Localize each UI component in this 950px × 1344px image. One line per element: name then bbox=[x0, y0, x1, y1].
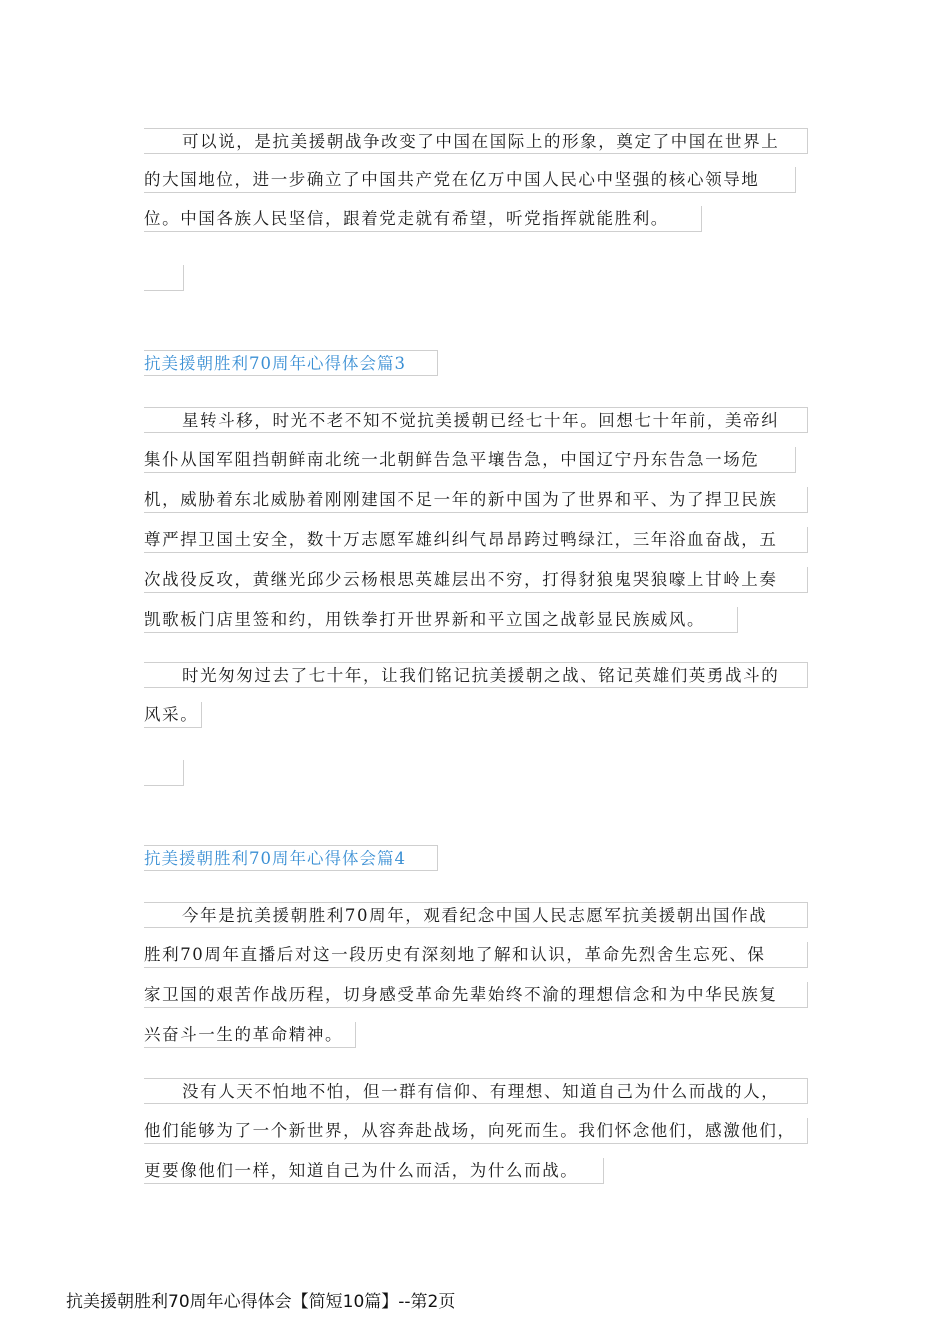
paragraph-line: 家卫国的艰苦作战历程，切身感受革命先辈始终不渝的理想信念和为中华民族复 bbox=[144, 982, 808, 1008]
paragraph-line: 星转斗移，时光不老不知不觉抗美援朝已经七十年。回想七十年前，美帝纠 bbox=[144, 407, 808, 433]
paragraph-line: 集仆从国军阻挡朝鲜南北统一北朝鲜告急平壤告急，中国辽宁丹东告急一场危 bbox=[144, 447, 796, 473]
paragraph-line: 他们能够为了一个新世界，从容奔赴战场，向死而生。我们怀念他们，感激他们， bbox=[144, 1118, 808, 1144]
paragraph-line: 位。中国各族人民坚信，跟着党走就有希望，听党指挥就能胜利。 bbox=[144, 206, 702, 232]
empty-paragraph-box bbox=[144, 760, 184, 786]
section-heading-4: 抗美援朝胜利70周年心得体会篇4 bbox=[144, 845, 438, 871]
paragraph-line: 没有人天不怕地不怕，但一群有信仰、有理想、知道自己为什么而战的人， bbox=[144, 1078, 808, 1104]
paragraph-line: 今年是抗美援朝胜利70周年，观看纪念中国人民志愿军抗美援朝出国作战 bbox=[144, 902, 808, 928]
paragraph-line: 可以说，是抗美援朝战争改变了中国在国际上的形象，奠定了中国在世界上 bbox=[144, 128, 808, 154]
paragraph-line: 凯歌板门店里签和约，用铁拳打开世界新和平立国之战彰显民族威风。 bbox=[144, 607, 738, 633]
paragraph-line: 机，威胁着东北威胁着刚刚建国不足一年的新中国为了世界和平、为了捍卫民族 bbox=[144, 487, 808, 513]
section-heading-3: 抗美援朝胜利70周年心得体会篇3 bbox=[144, 350, 438, 376]
paragraph-line: 尊严捍卫国土安全，数十万志愿军雄纠纠气昂昂跨过鸭绿江，三年浴血奋战，五 bbox=[144, 527, 808, 553]
page-footer: 抗美援朝胜利70周年心得体会【简短10篇】--第2页 bbox=[66, 1292, 456, 1312]
paragraph-line: 的大国地位，进一步确立了中国共产党在亿万中国人民心中坚强的核心领导地 bbox=[144, 167, 796, 193]
paragraph-line: 兴奋斗一生的革命精神。 bbox=[144, 1022, 356, 1048]
empty-paragraph-box bbox=[144, 265, 184, 291]
paragraph-line: 胜利70周年直播后对这一段历史有深刻地了解和认识，革命先烈舍生忘死、保 bbox=[144, 942, 808, 968]
paragraph-line: 次战役反攻，黄继光邱少云杨根思英雄层出不穷，打得豺狼鬼哭狼嚎上甘岭上奏 bbox=[144, 567, 808, 593]
paragraph-line: 时光匆匆过去了七十年，让我们铭记抗美援朝之战、铭记英雄们英勇战斗的 bbox=[144, 662, 808, 688]
paragraph-line: 风采。 bbox=[144, 702, 202, 728]
paragraph-line: 更要像他们一样，知道自己为什么而活，为什么而战。 bbox=[144, 1158, 604, 1184]
